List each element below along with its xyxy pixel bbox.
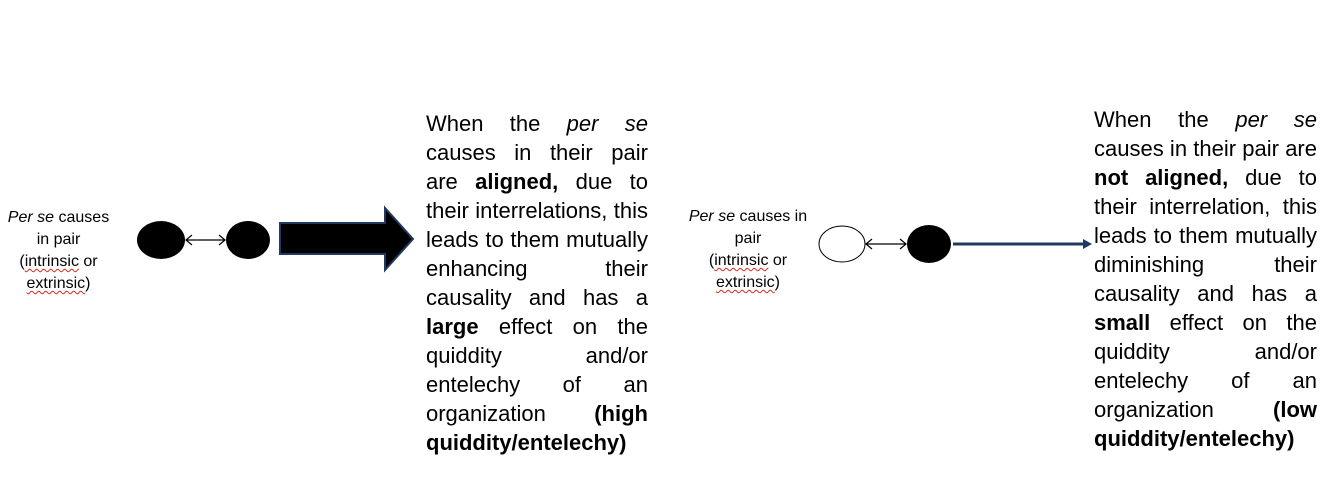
right-cause-node-hollow [819,226,865,262]
left-desc-aligned: aligned, [475,169,559,194]
left-desc-large: large [426,314,479,339]
left-desc-per-se: per se [566,111,648,136]
right-desc-part1: When the [1094,107,1236,132]
right-cause-node-filled [907,225,951,263]
left-label-line1 [0,207,117,251]
right-desc-small: small [1094,310,1151,335]
left-desc-part2: causes in their pair are [426,140,648,194]
right-label-line3: extrinsic) [715,274,780,291]
right-label-line1 [678,206,818,250]
right-desc-not-aligned: not aligned, [1094,165,1229,190]
right-desc-result: (low quiddity/entelechy) [1094,397,1317,451]
right-description [1094,105,1317,453]
right-double-arrow [866,239,906,249]
left-desc-part3: due to their interrelations, this leads to them mutually enhancing their causality and has a [426,169,648,310]
right-label-line2: (intrinsic or [708,252,788,269]
right-desc-part2: causes in their pair are [1094,136,1317,161]
left-cause-node-2 [226,221,270,259]
right-extrinsic-word: extrinsic [715,274,775,291]
right-desc-per-se: per se [1235,107,1317,132]
left-intrinsic-word: intrinsic [24,253,79,270]
small-effect-arrow [953,239,1092,249]
left-cause-label [0,207,117,295]
left-label-line2: (intrinsic or [19,253,98,270]
right-label-rest: causes in pair [734,208,808,247]
left-desc-part1: When the [426,111,567,136]
right-label-italic: Per se [688,208,736,225]
left-label-line3: extrinsic) [26,275,91,292]
left-cause-node-1 [137,221,185,259]
left-description [426,109,648,457]
left-label-rest: causes in pair [36,209,110,248]
left-desc-result: (high quiddity/entelechy) [426,401,648,455]
left-label-italic: Per se [7,209,55,226]
left-double-arrow [186,235,225,245]
right-desc-part3: due to their interrelation, this leads to them mutually diminishing their causality and has a [1094,165,1317,306]
left-desc-part4: effect on the quiddity and/or entelechy of an organization [426,314,648,426]
right-cause-label [678,206,818,294]
left-extrinsic-word: extrinsic [26,275,86,292]
large-effect-arrow [280,208,413,270]
right-intrinsic-word: intrinsic [714,252,769,269]
right-desc-part4: effect on the quiddity and/or entelechy of an organization [1094,310,1317,422]
